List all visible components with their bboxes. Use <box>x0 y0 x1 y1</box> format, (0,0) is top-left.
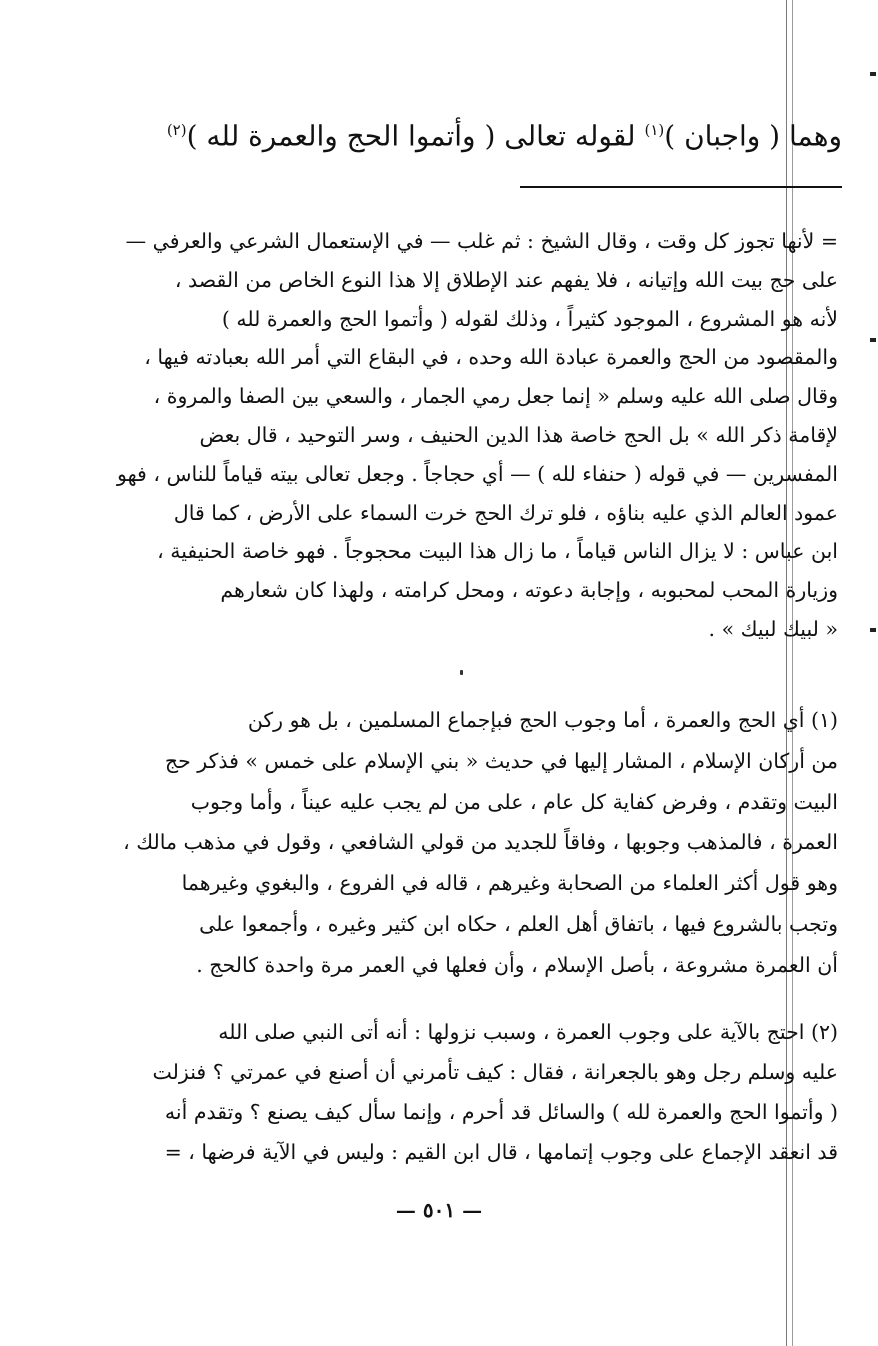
text-line: عليه وسلم رجل وهو بالجعرانة ، فقال : كيف تأمرني أن أصنع في عمرتي ؟ فنزلت <box>152 1060 838 1084</box>
main-text-line <box>96 108 842 158</box>
text-line: عمود العالم الذي عليه بناؤه ، فلو ترك الحج خرت السماء على الأرض ، كما قال <box>173 500 838 525</box>
text-line: من أركان الإسلام ، المشار إليها في حديث « بني الإسلام على خمس » فذكر حج <box>164 748 838 773</box>
main-text-part1: وهما ( واجبان ) <box>664 119 842 153</box>
main-text-part2: لقوله تعالى ( وأتموا الحج والعمرة لله ) <box>186 119 645 153</box>
text-line: (١) أي الحج والعمرة ، أما وجوب الحج فبإجماع المسلمين ، بل هو ركن <box>247 708 838 732</box>
edge-mark <box>870 72 876 76</box>
print-speck <box>460 670 463 675</box>
text-line: وتجب بالشروع فيها ، باتفاق أهل العلم ، حكاه ابن كثير وغيره ، وأجمعوا على <box>199 911 838 936</box>
footnote-continuation <box>108 222 838 649</box>
text-line: لأنه هو المشروع ، الموجود كثيراً ، وذلك لقوله ( وأتموا الحج والعمرة لله ) <box>221 306 838 331</box>
footnote-ref-2: (٢) <box>166 121 187 139</box>
text-line: قد انعقد الإجماع على وجوب إتمامها ، قال ابن القيم : وليس في الآية فرضها ، = <box>164 1140 838 1164</box>
text-line: وقال صلى الله عليه وسلم « إنما جعل رمي الجمار ، والسعي بين الصفا والمروة ، <box>153 384 838 409</box>
page-number: — ٥٠١ — <box>395 1198 483 1222</box>
footnote-separator-rule <box>520 186 842 188</box>
text-line: وهو قول أكثر العلماء من الصحابة وغيرهم ، قاله في الفروع ، والبغوي وغيرهما <box>181 871 838 896</box>
footnote-1 <box>108 700 838 986</box>
edge-mark <box>870 628 876 632</box>
text-line: البيت وتقدم ، وفرض كفاية كل عام ، على من لم يجب عليه عيناً ، وأما وجوب <box>190 789 838 814</box>
text-line: على حج بيت الله وإتيانه ، فلا يفهم عند الإطلاق إلا هذا النوع الخاص من القصد ، <box>174 267 838 292</box>
text-line: لإقامة ذكر الله » بل الحج خاصة هذا الدين الحنيف ، وسر التوحيد ، قال بعض <box>199 422 838 447</box>
text-line: المفسرين — في قوله ( حنفاء لله ) — أي حجاجاً . وجعل تعالى بيته قياماً للناس ، فهو <box>117 461 838 486</box>
footnote-ref-1: (١) <box>644 121 665 139</box>
text-line: ( وأتموا الحج والعمرة لله ) والسائل قد أحرم ، وإنما سأل كيف يصنع ؟ وتقدم أنه <box>164 1100 838 1124</box>
text-line: « لبيك لبيك » . <box>708 616 838 641</box>
text-line: والمقصود من الحج والعمرة عبادة الله وحده ، في البقاع التي أمر الله بعبادته فيها ، <box>144 345 838 370</box>
text-line: = لأنها تجوز كل وقت ، وقال الشيخ : ثم غلب — في الإستعمال الشرعي والعرفي — <box>125 229 838 253</box>
text-line: وزيارة المحب لمحبوبه ، وإجابة دعوته ، ومحل كرامته ، ولهذا كان شعارهم <box>220 578 838 603</box>
text-line: ابن عباس : لا يزال الناس قياماً ، ما زال هذا البيت محجوجاً . فهو خاصة الحنيفية ، <box>157 539 838 564</box>
text-line: (٢) احتج بالآية على وجوب العمرة ، وسبب نزولها : أنه أتى النبي صلى الله <box>218 1020 838 1044</box>
edge-mark <box>870 338 876 342</box>
footnote-2 <box>108 1012 838 1172</box>
text-line: أن العمرة مشروعة ، بأصل الإسلام ، وأن فعلها في العمر مرة واحدة كالحج . <box>196 952 838 977</box>
text-line: العمرة ، فالمذهب وجوبها ، وفاقاً للجديد من قولي الشافعي ، وقول في مذهب مالك ، <box>123 830 838 855</box>
